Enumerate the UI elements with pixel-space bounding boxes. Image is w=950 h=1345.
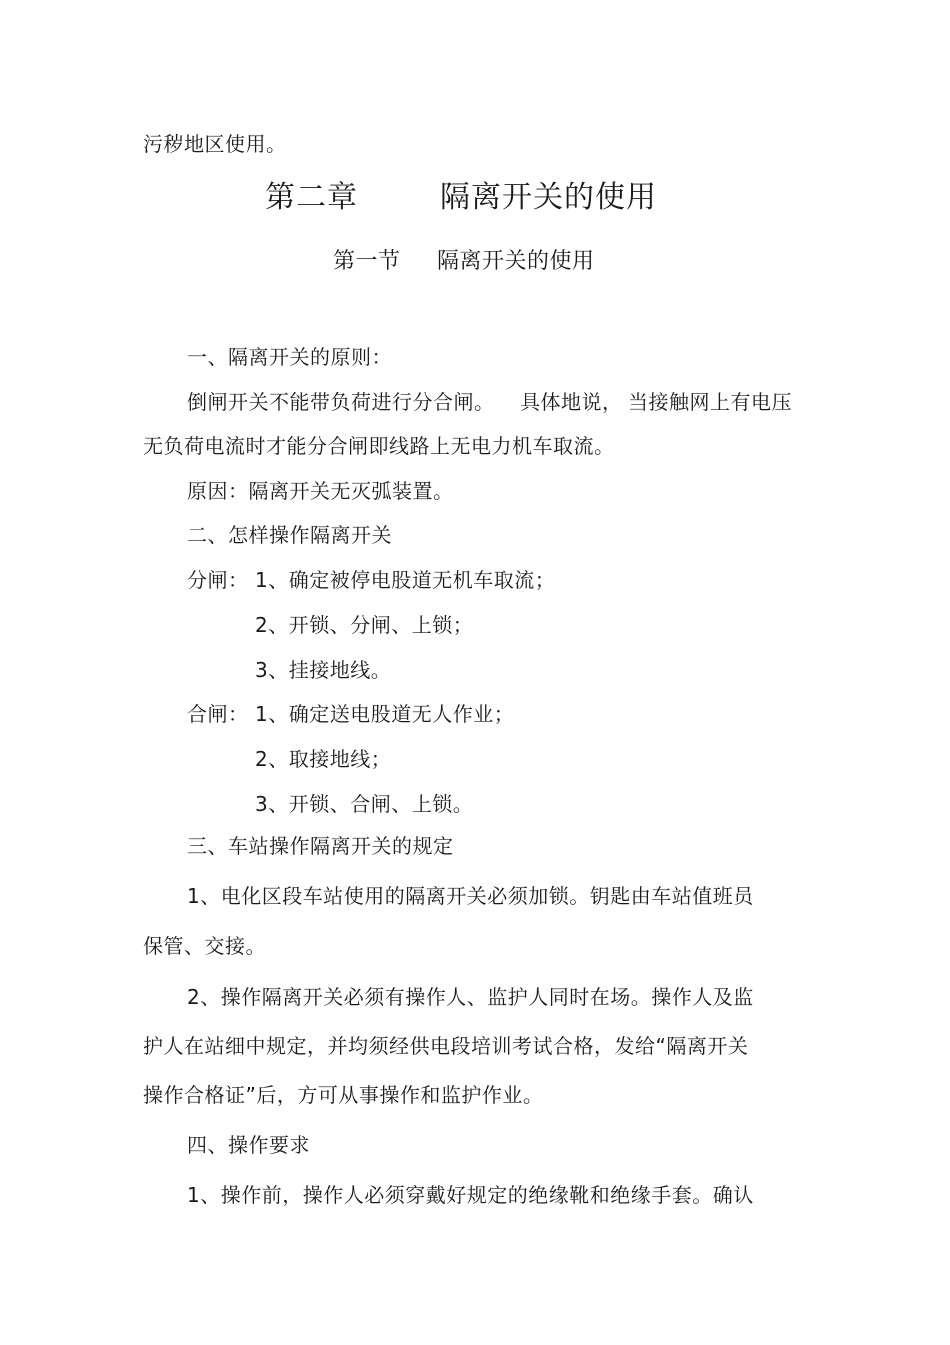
section-number: 第一节	[333, 249, 401, 274]
heading-how-to-operate: 二、怎样操作隔离开关	[187, 523, 392, 547]
continuation-text: 污秽地区使用。	[143, 132, 287, 156]
heading-station-rules: 三、车站操作隔离开关的规定	[187, 834, 454, 858]
rule2-line2: 护人在站细中规定，并均须经供电段培训考试合格，发给“隔离开关	[143, 1034, 749, 1058]
rule2-line1: 2、操作隔离开关必须有操作人、监护人同时在场。操作人及监	[187, 985, 754, 1009]
close-step: 1、确定送电股道无人作业；	[255, 702, 515, 726]
open-step: 2、开锁、分闸、上锁；	[255, 613, 474, 637]
heading-principle: 一、隔离开关的原则：	[187, 345, 392, 369]
paragraph-principle-part3: 当接触网上有电压	[628, 390, 792, 414]
close-label: 合闸：	[187, 702, 249, 726]
close-step: 3、开锁、合闸、上锁。	[255, 792, 474, 816]
paragraph-principle-part1: 倒闸开关不能带负荷进行分合闸。	[187, 390, 495, 414]
section-title: 隔离开关的使用	[437, 249, 595, 274]
rule1-line1: 1、电化区段车站使用的隔离开关必须加锁。钥匙由车站值班员	[187, 884, 754, 908]
paragraph-principle-line2: 无负荷电流时才能分合闸即线路上无电力机车取流。	[143, 434, 615, 458]
chapter-number: 第二章	[265, 180, 358, 215]
heading-operation-requirements: 四、操作要求	[187, 1133, 310, 1157]
open-label: 分闸：	[187, 568, 249, 592]
reason-text: 原因：隔离开关无灭弧装置。	[187, 479, 454, 503]
rule2-line3: 操作合格证”后，方可从事操作和监护作业。	[143, 1083, 544, 1107]
close-step: 2、取接地线；	[255, 747, 392, 771]
paragraph-principle-part2: 具体地说，	[520, 390, 623, 414]
requirement1-line1: 1、操作前，操作人必须穿戴好规定的绝缘靴和绝缘手套。确认	[187, 1183, 754, 1207]
open-step: 3、挂接地线。	[255, 658, 392, 682]
chapter-title: 隔离开关的使用	[440, 180, 657, 215]
rule1-line2: 保管、交接。	[143, 934, 266, 958]
open-step: 1、确定被停电股道无机车取流；	[255, 568, 556, 592]
